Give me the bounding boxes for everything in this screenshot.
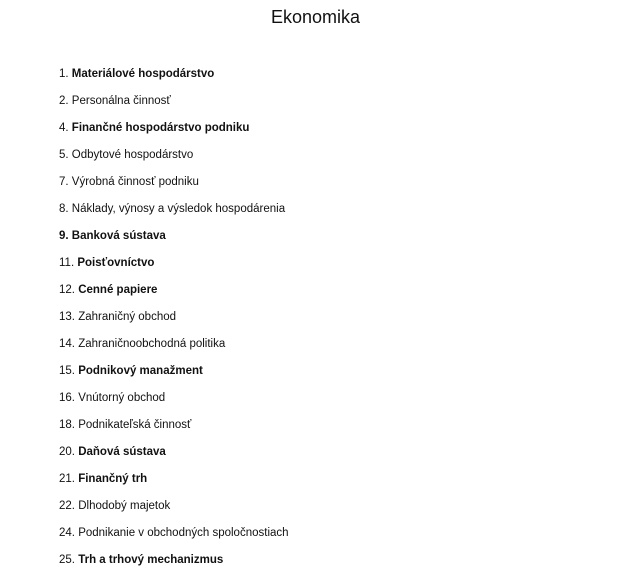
topic-number: 20. [59,446,75,458]
topic-label: Finančný trh [78,473,148,485]
topic-number: 15. [59,365,75,377]
topic-item [59,551,621,578]
topic-item [59,200,621,227]
topic-number: 22. [59,500,75,512]
topic-item [59,416,621,443]
topic-label: Dlhodobý majetok [78,500,171,512]
topic-number: 14. [59,338,75,350]
topic-label: Vnútorný obchod [78,392,166,404]
topic-item [59,146,621,173]
topic-label: Cenné papiere [78,284,158,296]
topic-number: 24. [59,527,75,539]
topic-label: Materiálové hospodárstvo [71,68,215,80]
topic-number: 21. [59,473,75,485]
topic-label: Daňová sústava [78,446,166,458]
topic-number: 18. [59,419,75,431]
topic-label: Zahraničný obchod [78,311,177,323]
topic-label: Poisťovníctvo [77,257,155,269]
topic-number: 1. [59,68,69,80]
topic-number: 12. [59,284,75,296]
topic-number: 11. [59,257,75,269]
topic-item [59,281,621,308]
topic-item [59,173,621,200]
topic-label: Výrobná činnosť podniku [71,176,199,188]
topic-number: 9. [59,230,69,242]
topic-item [59,254,621,281]
topic-number: 25. [59,554,75,566]
topic-number: 7. [59,176,69,188]
topic-item [59,65,621,92]
topic-item [59,362,621,389]
topic-number: 16. [59,392,75,404]
topic-number: 4. [59,122,69,134]
topic-item [59,497,621,524]
topic-item [59,119,621,146]
topic-label: Banková sústava [71,230,166,242]
topic-list [59,65,621,578]
topic-item [59,335,621,362]
topic-item [59,443,621,470]
document-title: Ekonomika [270,7,361,27]
topic-label: Podnikový manažment [78,365,203,377]
topic-item [59,389,621,416]
topic-item [59,308,621,335]
topic-label: Personálna činnosť [71,95,171,107]
topic-label: Zahraničnoobchodná politika [78,338,226,350]
topic-label: Finančné hospodárstvo podniku [71,122,250,134]
topic-label: Podnikanie v obchodných spoločnostiach [78,527,289,539]
topic-label: Trh a trhový mechanizmus [78,554,224,566]
topic-label: Odbytové hospodárstvo [71,149,194,161]
topic-label: Podnikateľská činnosť [78,419,192,431]
topic-number: 13. [59,311,75,323]
topic-item [59,92,621,119]
topic-item [59,524,621,551]
topic-number: 8. [59,203,69,215]
topic-label: Náklady, výnosy a výsledok hospodárenia [71,203,286,215]
topic-item [59,227,621,254]
topic-number: 5. [59,149,69,161]
topic-number: 2. [59,95,69,107]
topic-item [59,470,621,497]
